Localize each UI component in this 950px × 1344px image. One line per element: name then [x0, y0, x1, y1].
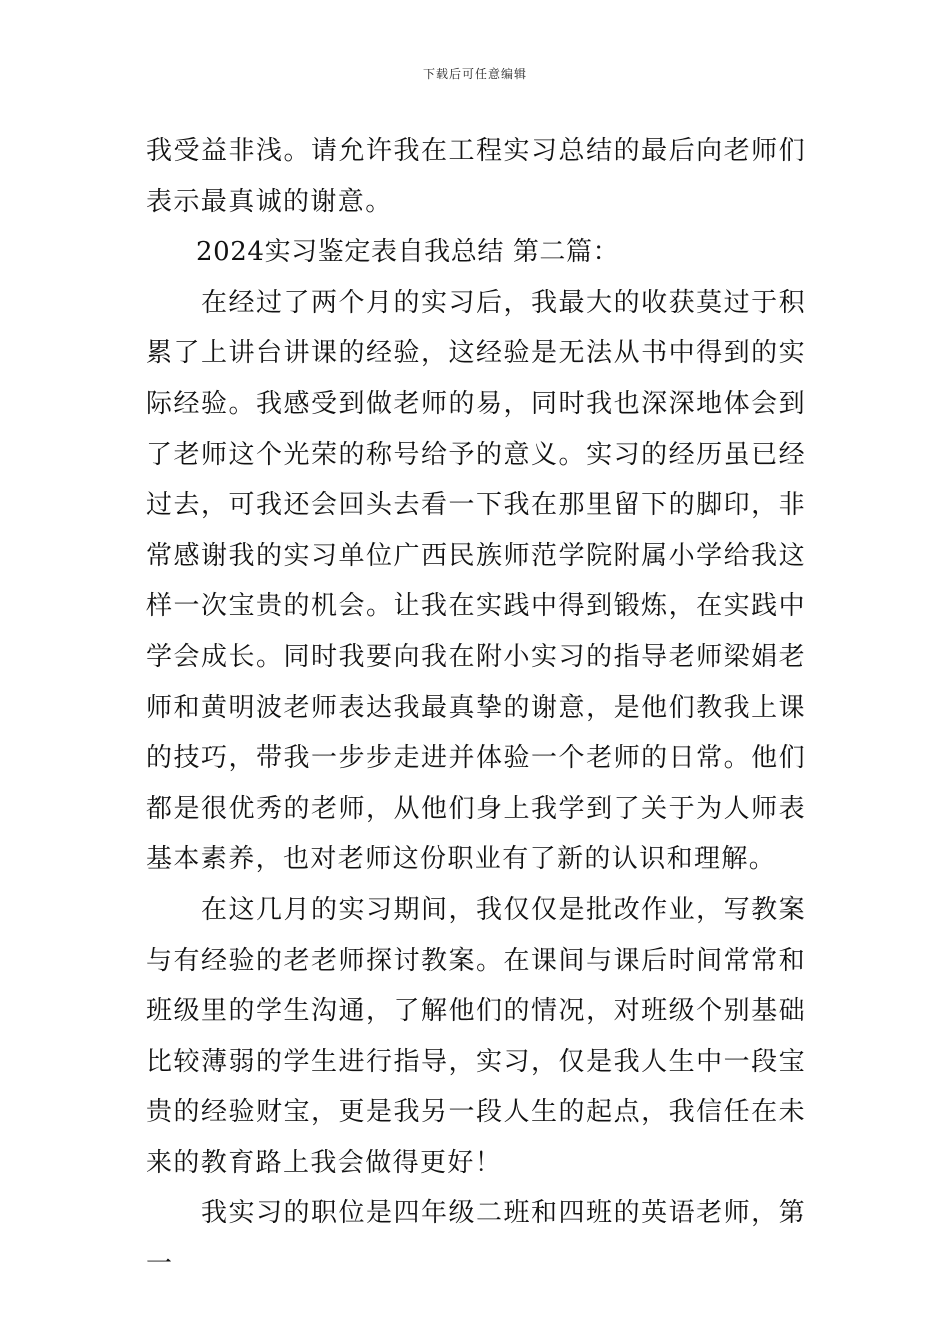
paragraph: 在经过了两个月的实习后，我最大的收获莫过于积累了上讲台讲课的经验，这经验是无法从书中得到的实际经验。我感受到做老师的易，同时我也深深地体会到了老师这个光荣的称号给予的意义。实习的经历虽已经过去，可我还会回头去看一下我在那里留下的脚印，非常感谢我的实习单位广西民族师范学院附属小学给我这样一次宝贵的机会。让我在实践中得到锻炼，在实践中学会成长。同时我要向我在附小实习的指导老师梁娟老师和黄明波老师表达我最真挚的谢意，是他们教我上课的技巧，带我一步步走进并体验一个老师的日常。他们都是很优秀的老师，从他们身上我学到了关于为人师表基本素养，也对老师这份职业有了新的认识和理解。 [146, 287, 806, 875]
paragraph: 在这几月的实习期间，我仅仅是批改作业，写教案与有经验的老老师探讨教案。在课间与课后时间常常和班级里的学生沟通，了解他们的情况，对班级个别基础比较薄弱的学生进行指导，实习，仅是我人生中一段宝贵的经验财宝，更是我另一段人生的起点，我信任在未来的教育路上我会做得更好！ [146, 894, 806, 1178]
section-heading: 2024实习鉴定表自我总结 第二篇： [196, 237, 620, 268]
paragraph: 我实习的职位是四年级二班和四班的英语老师，第一 [146, 1198, 806, 1280]
paragraph-continuation: 我受益非浅。请允许我在工程实习总结的最后向老师们表示最真诚的谢意。 [146, 136, 806, 217]
page-header-note: 下载后可任意编辑 [422, 67, 527, 81]
document-body [146, 126, 806, 1290]
